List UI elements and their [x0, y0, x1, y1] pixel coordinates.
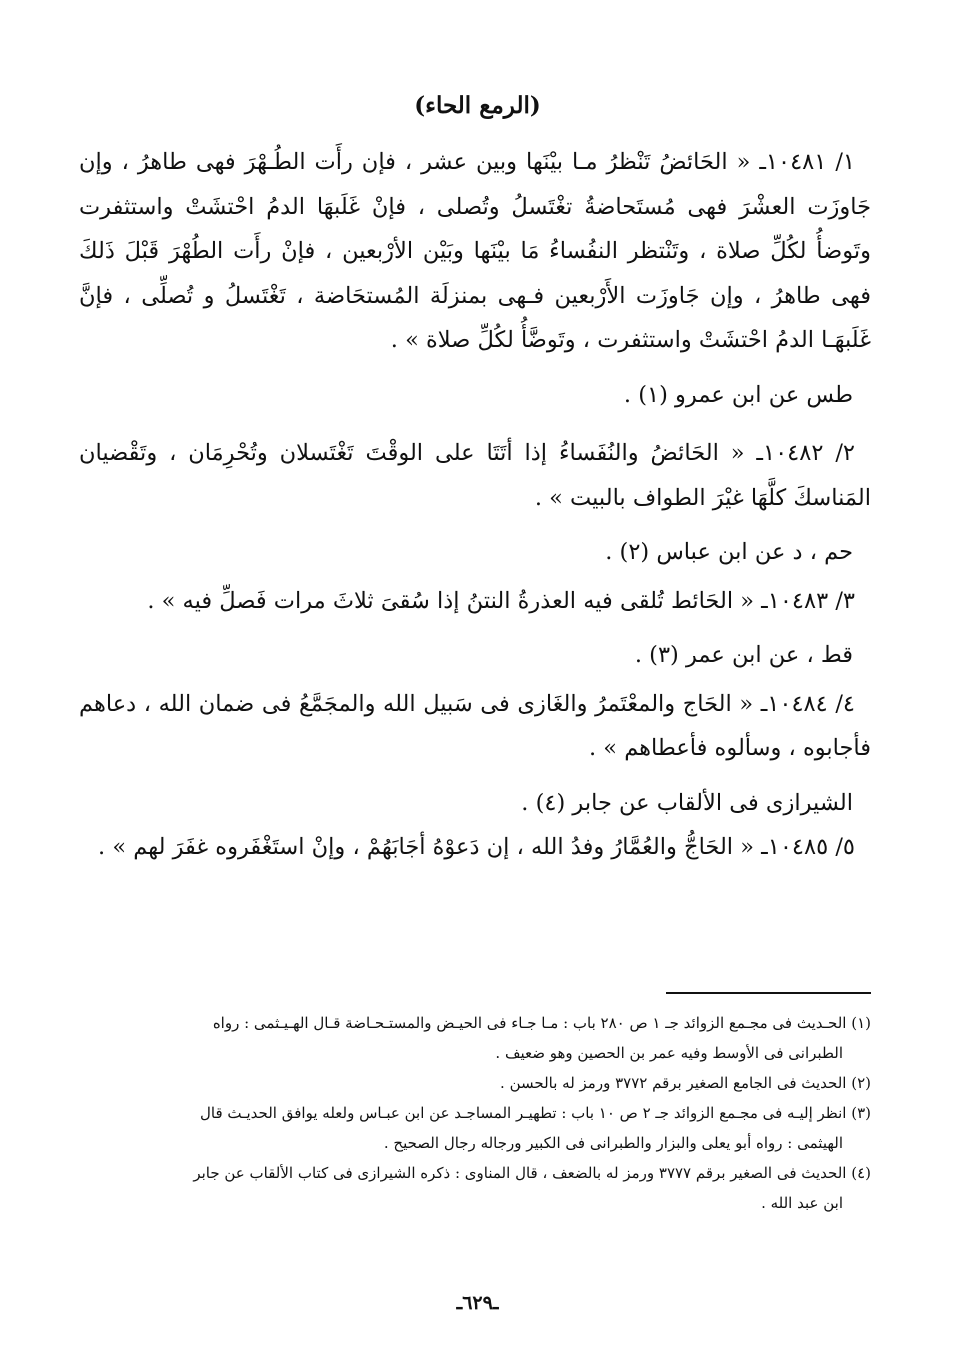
hadith-10482: ٢/ ١٠٤٨٢ـ « الحَائضُ والنُفَساءُ إذا أتَتَا على الوقْتَ تَغْتَسلان وتُحْرِمَان ، وتَقْضيان المَناسكَ كلَّهَا غيْرَ الطواف بالبيت » .: [79, 440, 871, 511]
source-10481: طس عن ابن عمرو (١) .: [623, 381, 853, 408]
footnotes: [79, 1010, 871, 1220]
footnote-1-continuation: الطبرانى فى الأوسط وفيه عمر بن الحصين وهو ضعيف .: [495, 1044, 843, 1062]
hadith-10483: ٣/ ١٠٤٨٣ـ « الحَائط تُلقى فيه العذرةُ النتنُ إذا سُقىَ ثلاثَ مرات فَصلِّ فيه » .: [147, 587, 855, 614]
hadith-10484: ٤/ ١٠٤٨٤ـ « الحَاج والمعْتَمرُ والغَازى فى سَبيل الله والمجَمَّعُ فى ضمان الله ، دعاهم فأجابوه ، وسألوه فأعطاهم » .: [79, 690, 871, 761]
footnote-2: (٢) الحديث فى الجامع الصغير برقم ٣٧٧٢ ورمز له بالحسن .: [500, 1074, 871, 1092]
footnote-4-continuation: ابن عبد الله .: [761, 1194, 843, 1212]
page-header: (الرمع الحاء): [414, 92, 541, 119]
hadith-10481: ١/ ١٠٤٨١ـ « الحَائضُ تَنْظرُ مـا بيْنَها وبين عشر ، فإن رأَت الطُـهْرَ فهى طاهرُ ، وإن جَاوزَت العشْرَ فهى مُستَحاضةُ تغْتَسلُ وتُصلى ، فإنْ غَلَبهَا الدمُ احْتشَتْ واستثفرت وتَوضأُ لكُلِّ صلاة ، وتَنْتظر النفُساءُ مَا بيْنَها وبَيْن الأرْبعين ، فإنْ رأَت الطُهْرَ قَبْلَ ذَلكَ فهى طاهرُ ، وإن جَاوزَت الأَرْبعين فـهى بمنزلَة المُستحَاضة ، تَغْتَسلُ و تُصلِّى ، فإنَّ غَلَبهَـا الدمُ احْتشَتْ واستثفرت ، وتَوضَّأُ لكُلِّ صلاة » .: [79, 149, 871, 353]
page-number: ـ٦٢٩ـ: [456, 1292, 499, 1314]
footnote-3-continuation: الهيثمى : رواه أبو يعلى والبزار والطبرانى فى الكبير ورجاله رجال الصحيح .: [383, 1134, 843, 1152]
main-text: [79, 140, 871, 870]
source-10483: قط ، عن ابن عمر (٣) .: [634, 642, 853, 668]
source-10484: الشيرازى فى الألقاب عن جابر (٤) .: [521, 789, 853, 816]
footnote-separator: [666, 992, 871, 994]
footnote-4: (٤) الحديث فى الصغير برقم ٣٧٧٧ ورمز له بالضعف ، قال المناوى : ذكره الشيرازى فى كتاب الألقاب عن جابر: [193, 1164, 871, 1182]
hadith-10485: ٥/ ١٠٤٨٥ـ « الحَاجُّ والعُمَّارُ وفدُ الله ، إن دَعوْهُ أجَابَهُمْ ، وإنْ استَغْفَروه غفَرَ لهم » .: [98, 834, 855, 860]
footnote-1: (١) الحـديث فى مجـمع الزوائد جـ ١ ص ٢٨٠ باب : مـا جـاء فى الحيـض والمستـحـاضة قـال الهـيـثمى : رواه: [212, 1014, 871, 1032]
footnote-3: (٣) انظر إليـه فى مجـمع الزوائد جـ ٢ ص ١٠ باب : تطهيـر المساجـد عن ابن عبـاس ولعله يوافق الحديـث قال: [199, 1104, 871, 1122]
source-10482: حم ، د عن ابن عباس (٢) .: [605, 539, 853, 565]
